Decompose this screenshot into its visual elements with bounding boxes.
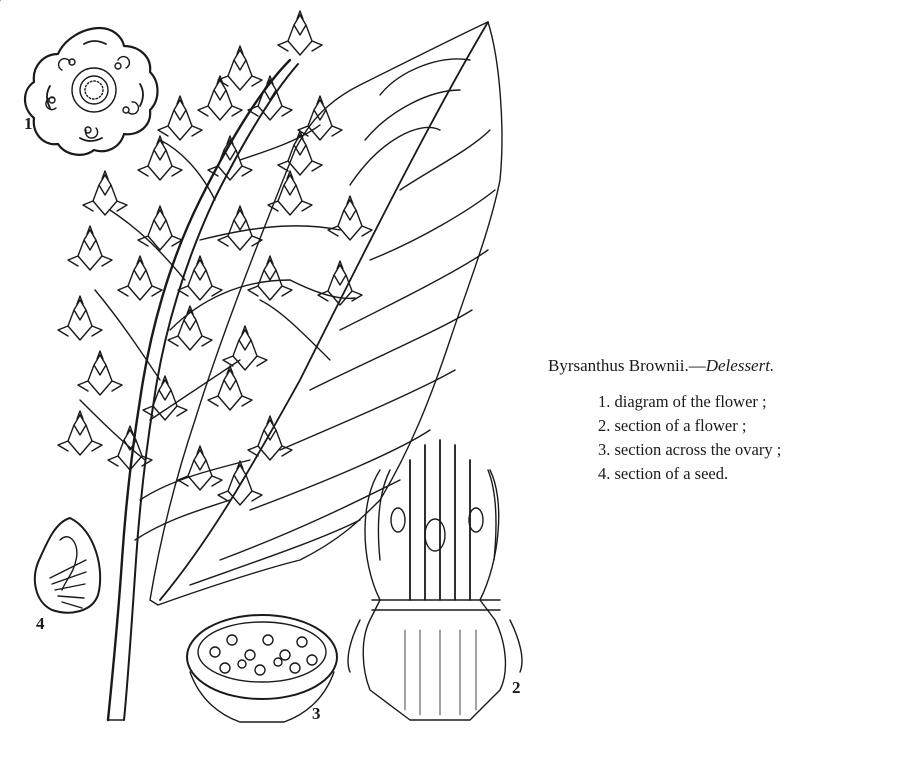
figure-number-1: 1 <box>24 114 33 133</box>
legend-item: 3. section across the ovary ; <box>598 440 782 459</box>
caption-title <box>548 356 893 376</box>
author-name: Delessert. <box>705 356 775 375</box>
legend-item: 4. section of a seed. <box>598 464 729 483</box>
figure-number-3: 3 <box>312 704 321 723</box>
seed-section-drawing <box>35 518 100 613</box>
legend-item: 1. diagram of the flower ; <box>598 392 767 411</box>
species-name: Byrsanthus Brownii.— <box>548 356 706 375</box>
flower-diagram-drawing <box>25 28 158 155</box>
flower-buds-drawing <box>0 0 372 505</box>
caption-legend <box>548 390 893 486</box>
legend-item: 2. section of a flower ; <box>598 416 747 435</box>
flower-section-drawing <box>348 440 522 720</box>
figure-number-2: 2 <box>512 678 521 697</box>
figure-number-4: 4 <box>36 614 45 633</box>
plate-caption <box>548 356 893 486</box>
flowering-stem-drawing <box>80 60 355 720</box>
